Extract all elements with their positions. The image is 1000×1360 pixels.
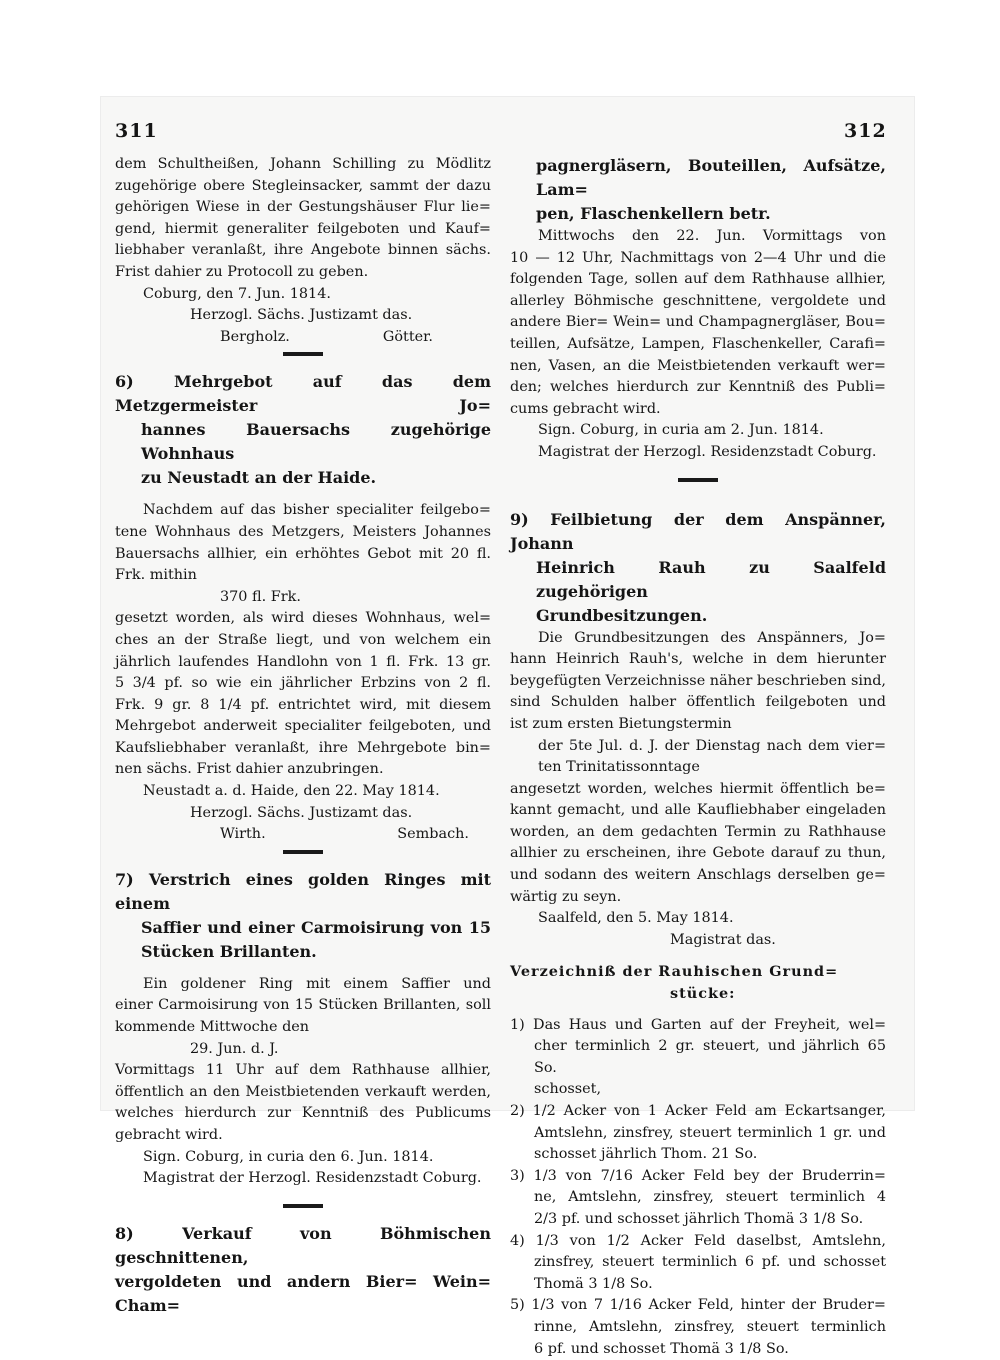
heading-line: hannes Bauersachs zugehörige Wohnhaus: [141, 420, 491, 464]
section-8-heading-cont: [510, 154, 886, 226]
heading-line: Grundbesitzungen.: [536, 605, 708, 625]
list-item: [510, 1015, 886, 1101]
section-divider: [283, 850, 323, 854]
text-line: andere Bier= Wein= und Champagnergläser, Bou=: [510, 314, 886, 331]
place-date: Saalfeld, den 5. May 1814.: [538, 910, 734, 927]
place-date: Sign. Coburg, in curia am 2. Jun. 1814.: [538, 422, 824, 439]
text-line: Die Grundbesitzungen des Anspänners, Jo=: [538, 629, 886, 646]
text-line: wärtig zu seyn.: [510, 888, 622, 905]
page-number-left: 311: [115, 120, 158, 142]
text-line: 3) 1/3 von 7/16 Acker Feld bey der Bruderrin=: [510, 1167, 886, 1184]
text-line: kommende Mittwoche den: [115, 1019, 310, 1036]
place-date: Neustadt a. d. Haide, den 22. May 1814.: [143, 783, 440, 800]
authority-line: Herzogl. Sächs. Justizamt das.: [190, 804, 413, 821]
text-line: ten Trinitatissonntage: [538, 759, 700, 776]
section-7-body: [115, 974, 491, 1039]
list-heading: [510, 961, 886, 1004]
text-line: Frk. 9 gr. 8 1/4 pf. entrichtet wird, mit diesem: [115, 696, 491, 713]
text-line: ist zum ersten Bietungstermin: [510, 715, 732, 732]
right-column: [510, 154, 886, 1360]
list-item: [510, 1295, 886, 1360]
section-9-body: [510, 628, 886, 736]
text-line: Ein goldener Ring mit einem Saffier und: [143, 975, 491, 992]
text-line: allhier zu erscheinen, ihre Gebote darauf zu thun,: [510, 845, 886, 862]
text-line: tene Wohnhaus des Metzgers, Meisters Johannes: [115, 523, 491, 540]
property-list: [510, 1015, 886, 1360]
text-line: schosset,: [534, 1081, 602, 1098]
section-6-body-2: [115, 608, 491, 781]
section-7-heading: [115, 868, 491, 964]
place-date: Sign. Coburg, in curia den 6. Jun. 1814.: [143, 1148, 434, 1165]
text-line: gehörigen Wiese in der Gestungshäuser Flur lie=: [115, 199, 491, 216]
list-item: [510, 1166, 886, 1231]
text-line: gend, hiermit generaliter feilgeboten und Kauf=: [115, 220, 491, 237]
text-line: 4) 1/3 von 1/2 Acker Feld daselbst, Amtslehn,: [510, 1232, 886, 1249]
authority-line: Magistrat der Herzogl. Residenzstadt Coburg.: [538, 443, 877, 460]
text-line: liebhaber veranlaßt, ihre Angebote binnen sächs.: [115, 242, 491, 259]
text-line: gesetzt worden, als wird dieses Wohnhaus, wel=: [115, 610, 491, 627]
section-9-heading: [510, 508, 886, 628]
authority-line: Herzogl. Sächs. Justizamt das.: [190, 307, 413, 324]
text-line: ches an der Straße liegt, und von welchem ein: [115, 631, 491, 648]
text-line: Mehrgebot anderweit specialiter feilgeboten, und: [115, 718, 491, 735]
text-line: öffentlich an den Meistbietenden verkauft werden,: [115, 1083, 491, 1100]
text-line: allerley Böhmische geschnittene, vergoldete und: [510, 292, 886, 309]
text-line: gebracht wird.: [115, 1127, 223, 1143]
text-line: jährlich laufendes Handlohn von 1 fl. Frk. 13 gr.: [115, 653, 491, 670]
heading-line: 9) Feilbietung der dem Anspänner, Johann: [510, 509, 886, 553]
text-line: Frist dahier zu Protocoll zu geben.: [115, 263, 369, 280]
signature-line: [115, 824, 491, 846]
section-6-body: [115, 500, 491, 586]
intro-paragraph: [115, 154, 491, 284]
text-line: welches hierdurch zur Kenntniß des Publicums: [115, 1105, 491, 1122]
heading-line: Verzeichniß der Rauhischen Grund=: [510, 963, 839, 981]
signature-name: Bergholz.: [220, 328, 290, 345]
text-line: ne, Amtslehn, zinsfrey, steuert terminlich 4: [534, 1189, 886, 1206]
heading-line: stücke:: [670, 985, 736, 1003]
authority-line: Magistrat das.: [670, 931, 776, 948]
section-divider: [283, 1204, 323, 1208]
text-line: beygefügten Verzeichnisse näher beschrieben sind,: [510, 672, 886, 689]
section-9-body-2: [510, 779, 886, 909]
text-line: und sodann des weitern Anschlags derselben ge=: [510, 867, 886, 884]
text-line: dem Schultheißen, Johann Schilling zu Mödlitz: [115, 156, 491, 172]
text-line: sind Schulden halber öffentlich feilgeboten und: [510, 694, 886, 711]
section-divider: [678, 478, 718, 482]
heading-line: 7) Verstrich eines golden Ringes mit einem: [115, 869, 491, 913]
authority-line: Magistrat der Herzogl. Residenzstadt Coburg.: [143, 1170, 482, 1187]
text-line: der 5te Jul. d. J. der Dienstag nach dem vier=: [538, 737, 886, 754]
text-line: 6 pf. und schosset Thomä 3 1/8 So.: [534, 1340, 789, 1357]
text-line: kannt gemacht, und alle Kaufliebhaber eingeladen: [510, 802, 886, 819]
text-line: angesetzt worden, welches hiermit öffentlich be=: [510, 780, 886, 797]
text-line: cher terminlich 2 gr. steuert, und jährlich 65 So.: [534, 1038, 886, 1076]
text-line: Frk. mithin: [115, 567, 197, 584]
text-line: rinne, Amtslehn, zinsfrey, steuert terminlich: [534, 1318, 886, 1335]
text-line: 5) 1/3 von 7 1/16 Acker Feld, hinter der Bruder=: [510, 1297, 886, 1314]
text-line: 10 — 12 Uhr, Nachmittags von 2—4 Uhr und die: [510, 249, 886, 266]
text-line: zugehörige obere Stegleinsacker, sammt der dazu: [115, 177, 491, 194]
section-7-body-2: [115, 1060, 491, 1146]
section-8-body: [510, 226, 886, 420]
section-8-heading: [115, 1222, 491, 1318]
text-line: hann Heinrich Rauh's, welche in dem hierunter: [510, 651, 886, 668]
text-line: den; welches hierdurch zur Kenntniß des Publi=: [510, 379, 886, 396]
page-number-right: 312: [844, 120, 887, 142]
text-line: folgenden Tage, sollen auf dem Rathhause allhier,: [510, 271, 886, 288]
section-6-heading: [115, 370, 491, 490]
amount: 370 fl. Frk.: [220, 588, 301, 605]
heading-line: pen, Flaschenkellern betr.: [536, 204, 771, 223]
signature-name: Sembach.: [397, 826, 469, 843]
heading-line: pagnergläsern, Bouteillen, Aufsätze, Lam=: [536, 156, 886, 199]
text-line: cums gebracht wird.: [510, 400, 661, 417]
text-line: Vormittags 11 Uhr auf dem Rathhause allhier,: [115, 1062, 491, 1079]
list-item: [510, 1101, 886, 1166]
list-item: [510, 1231, 886, 1296]
heading-line: zu Neustadt an der Haide.: [141, 468, 377, 488]
section-divider: [283, 352, 323, 356]
text-line: 2) 1/2 Acker von 1 Acker Feld am Eckartsanger,: [510, 1103, 886, 1119]
text-line: teillen, Aufsätze, Lampen, Flaschenkeller, Carafi=: [510, 335, 886, 352]
text-line: 2/3 pf. und schosset jährlich Thomä 3 1/8 So.: [534, 1210, 864, 1227]
heading-line: Heinrich Rauh zu Saalfeld zugehörigen: [536, 557, 886, 601]
text-line: nen, Vasen, an die Meistbietenden verkauft wer=: [510, 357, 886, 374]
signature-name: Götter.: [382, 328, 433, 345]
place-date: Coburg, den 7. Jun. 1814.: [143, 285, 331, 302]
text-line: schosset jährlich Thom. 21 So.: [534, 1146, 758, 1163]
heading-line: 8) Verkauf von Böhmischen geschnittenen,: [115, 1223, 491, 1267]
text-line: zinsfrey, steuert terminlich 6 pf. und schosset: [534, 1254, 886, 1271]
signature-line: [115, 327, 491, 349]
text-line: 5 3/4 pf. so wie ein jährlicher Erbzins von 2 fl.: [115, 675, 491, 692]
auction-date: 29. Jun. d. J.: [190, 1040, 279, 1057]
text-line: worden, an dem gedachten Termin zu Rathhause: [510, 823, 886, 840]
text-line: Mittwochs den 22. Jun. Vormittags von: [538, 228, 886, 244]
text-line: nen sächs. Frist dahier anzubringen.: [115, 761, 384, 778]
auction-term: [510, 736, 886, 779]
heading-line: Stücken Brillanten.: [141, 941, 317, 961]
text-line: Thomä 3 1/8 So.: [534, 1275, 653, 1292]
text-line: Amtslehn, zinsfrey, steuert terminlich 1 gr. und: [534, 1124, 886, 1141]
signature-name: Wirth.: [220, 826, 266, 843]
heading-line: 6) Mehrgebot auf das dem Metzgermeister Jo=: [115, 372, 491, 416]
text-line: 1) Das Haus und Garten auf der Freyheit, wel=: [510, 1016, 886, 1033]
text-line: Kaufsliebhaber veranlaßt, ihre Mehrgebote bin=: [115, 739, 491, 756]
text-line: Nachdem auf das bisher specialiter feilgebo=: [143, 502, 491, 519]
heading-line: vergoldeten und andern Bier= Wein= Cham=: [115, 1271, 491, 1315]
left-column: [115, 154, 491, 1318]
heading-line: Saffier und einer Carmoisirung von 15: [141, 917, 491, 937]
text-line: einer Carmoisirung von 15 Stücken Brillanten, soll: [115, 997, 491, 1014]
text-line: Bauersachs allhier, ein erhöhtes Gebot mit 20 fl.: [115, 545, 491, 562]
